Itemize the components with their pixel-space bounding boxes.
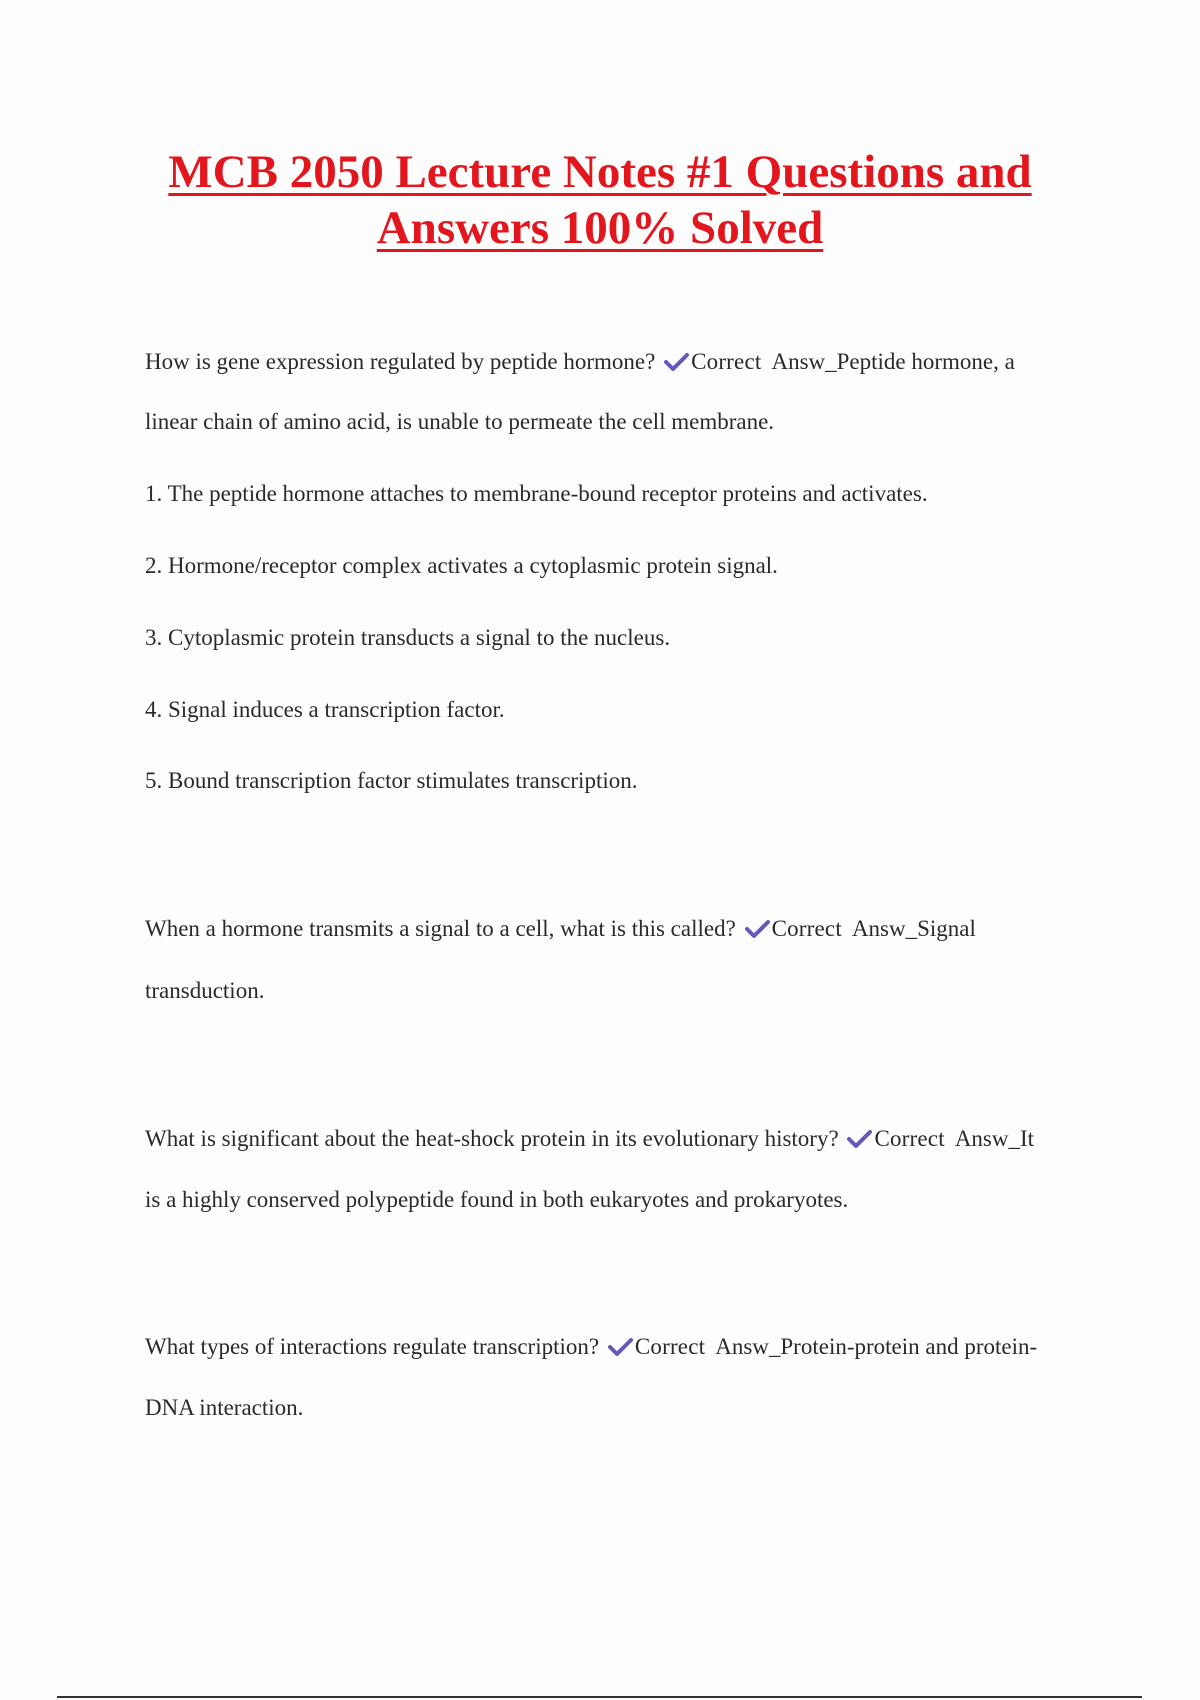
qa-4-answer-start: Answ_Protein-protein and protein- [715,1334,1038,1359]
qa-1-question: How is gene expression regulated by peptide hormone? [145,349,656,374]
qa-3-question: What is significant about the heat-shock protein in its evolutionary history? [145,1126,839,1151]
check-mark-icon [846,1129,872,1149]
qa-1-step-2: 2. Hormone/receptor complex activates a cytoplasmic protein signal. [145,553,778,578]
qa-4-answer-continuation: DNA interaction. [145,1395,304,1420]
qa-2-answer-continuation: transduction. [145,978,265,1003]
check-mark-icon [607,1337,633,1357]
answer-label: Correct [634,1334,706,1359]
qa-1-answer-start: Answ_Peptide hormone, a [771,349,1015,374]
qa-3-answer-continuation: is a highly conserved polypeptide found in both eukaryotes and prokaryotes. [145,1187,849,1212]
qa-2-question-line [145,914,1090,944]
qa-1-step-3: 3. Cytoplasmic protein transducts a signal to the nucleus. [145,625,671,650]
answer-label: Correct [771,916,842,941]
qa-4-question: What types of interactions regulate transcription? [145,1334,600,1359]
qa-2-question: When a hormone transmits a signal to a cell, what is this called? [145,916,736,941]
title-line-2: Answers 100% Solved [376,202,824,254]
qa-3-question-line [145,1124,1090,1154]
check-mark-icon [663,352,689,372]
title-line-1: MCB 2050 Lecture Notes #1 Questions and [168,146,1032,198]
qa-1-question-line [145,347,1090,377]
qa-1-step-1: 1. The peptide hormone attaches to membrane-bound receptor proteins and activates. [145,481,928,506]
qa-3-answer-start: Answ_It [954,1126,1035,1151]
qa-1-answer-continuation: linear chain of amino acid, is unable to permeate the cell membrane. [145,409,775,434]
footer-divider [57,1696,1142,1698]
qa-2-answer-start: Answ_Signal [851,916,976,941]
answer-label: Correct [874,1126,945,1151]
qa-1-step-5: 5. Bound transcription factor stimulates transcription. [145,768,638,793]
document-title [100,144,1100,256]
answer-label: Correct [691,349,762,374]
qa-1-step-4: 4. Signal induces a transcription factor. [145,697,505,722]
qa-4-question-line [145,1332,1090,1362]
check-mark-icon [744,919,770,939]
